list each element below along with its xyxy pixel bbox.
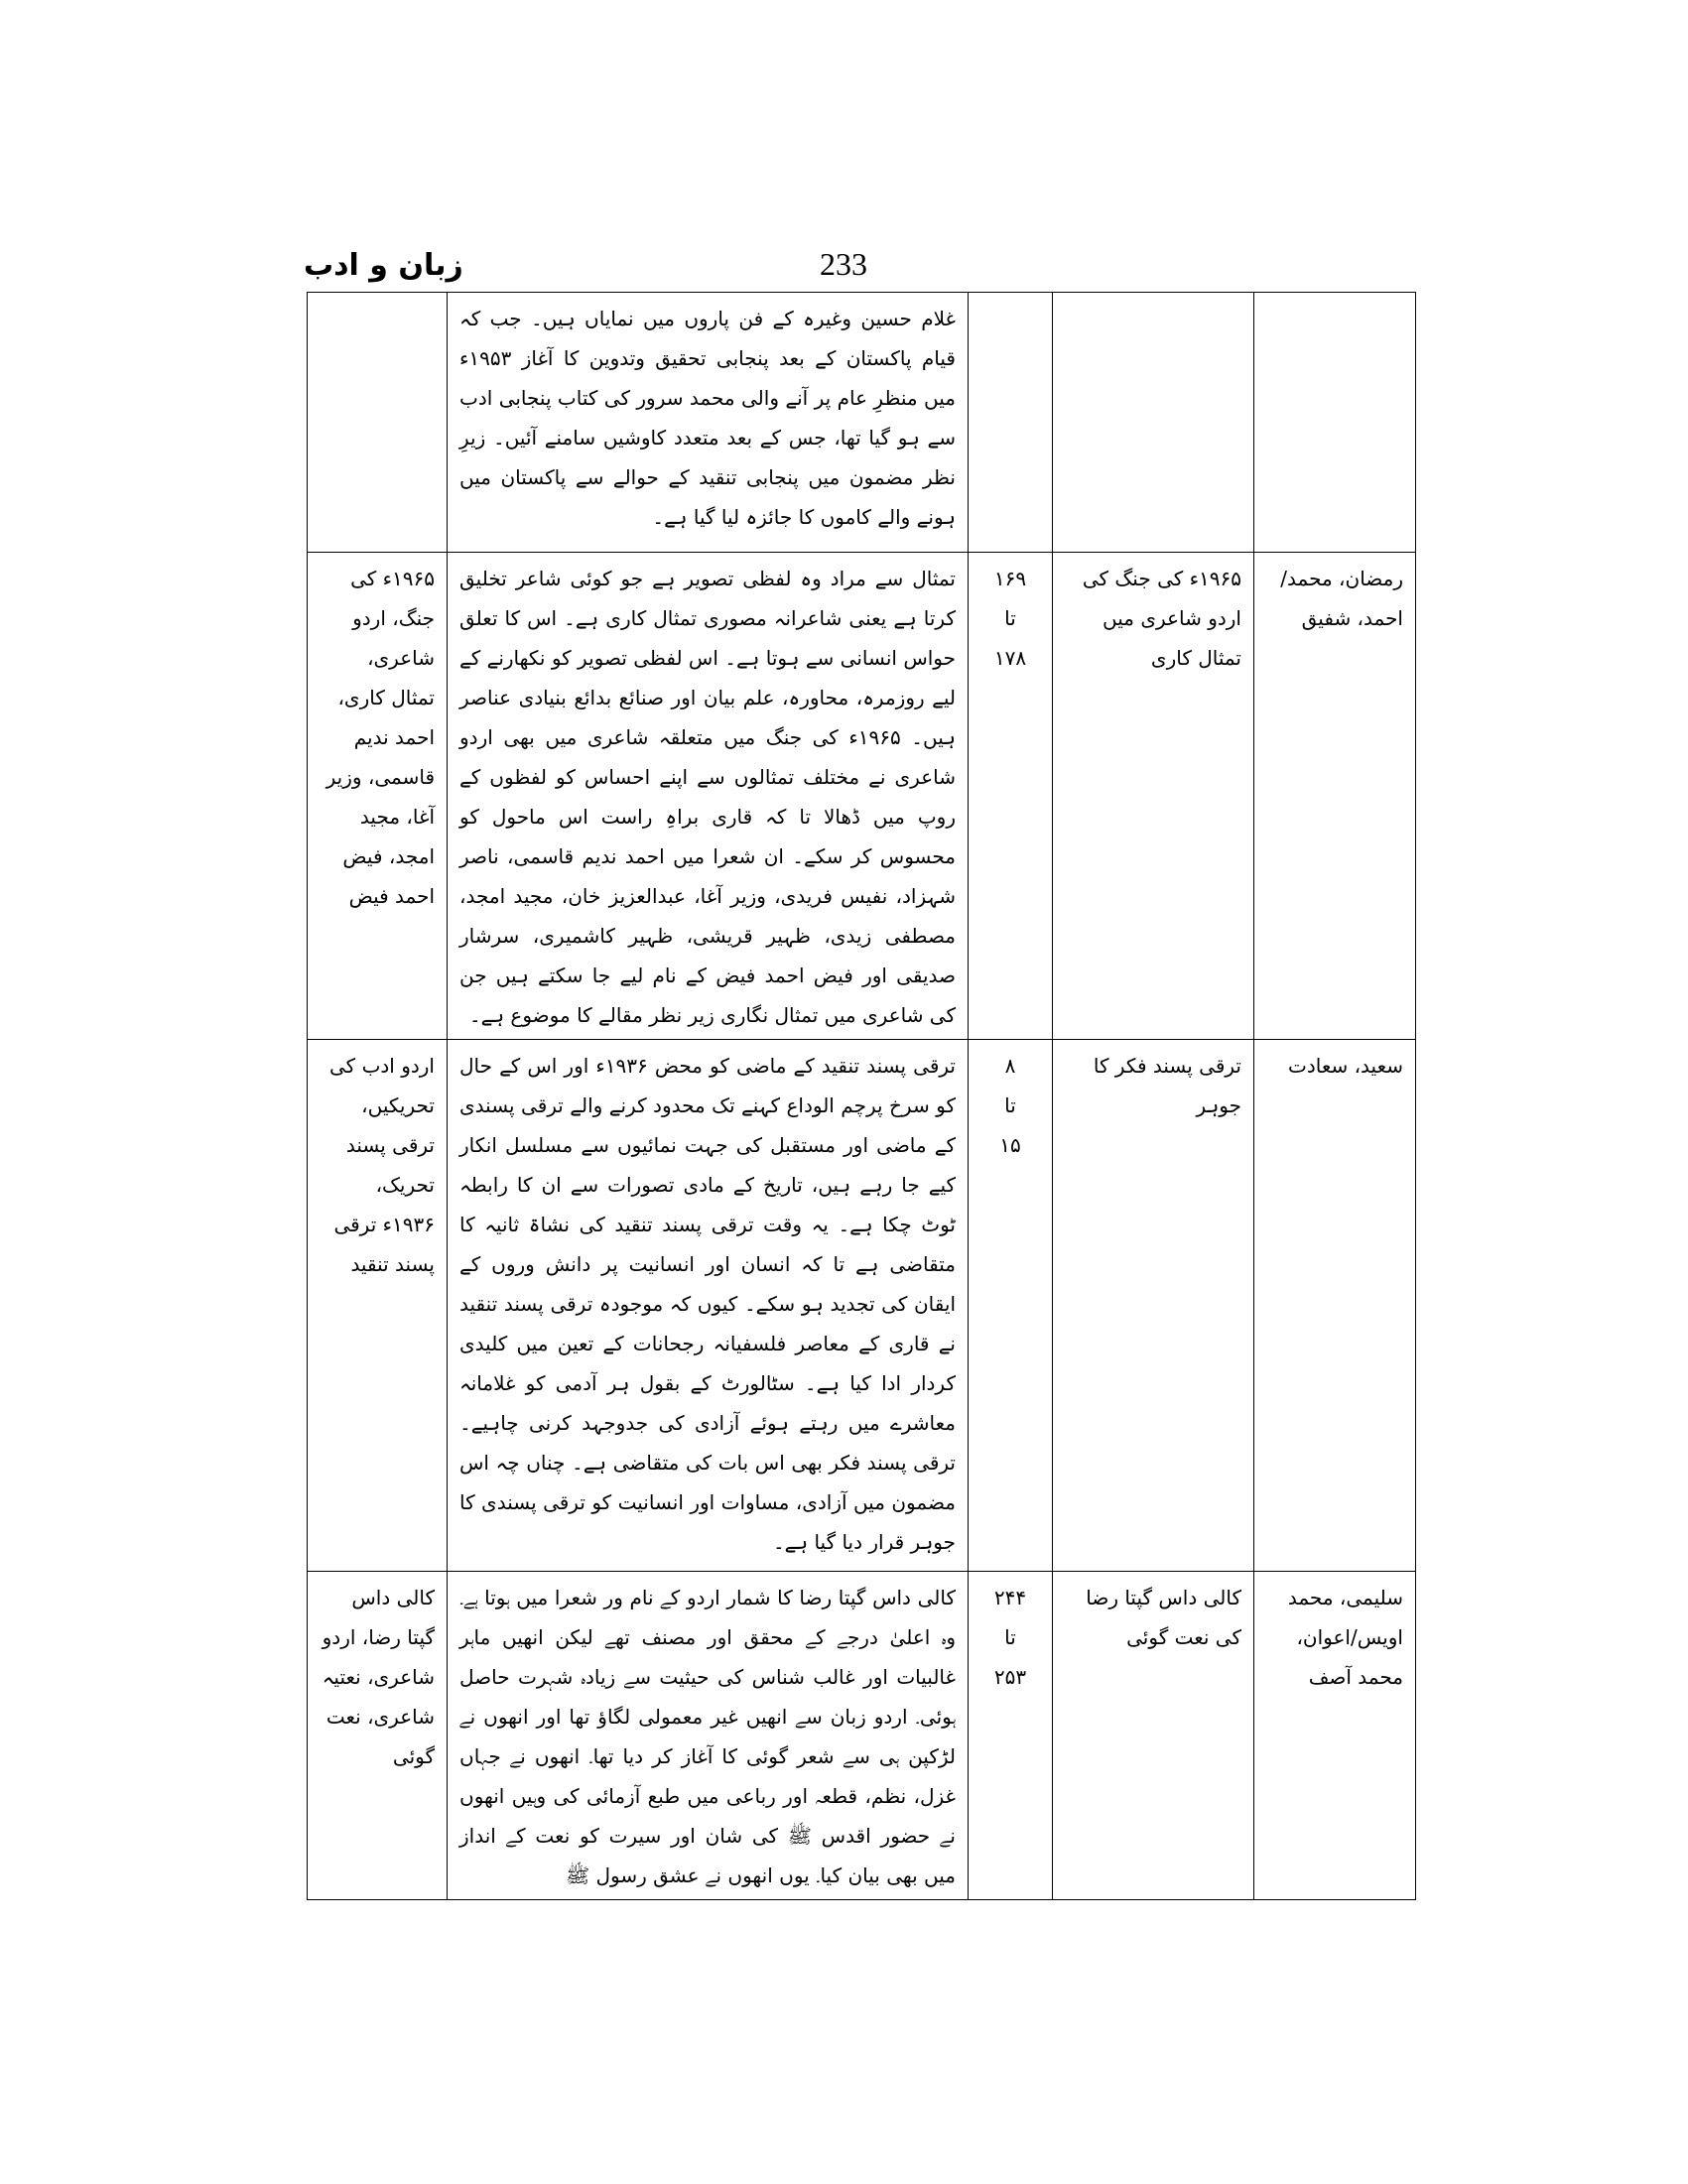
article-index-table [307,292,1416,1900]
title-cell: ترقی پسند فکر کا جوہر [1053,1040,1254,1572]
page-to: ۲۵۳ [993,1665,1027,1689]
pages-cell [969,553,1053,1040]
abstract-cell: غلام حسین وغیرہ کے فن پاروں میں نمایاں ہیں۔ جب کہ قیام پاکستان کے بعد پنجابی تحقیق وتدوین کا آغاز ۱۹۵۳ء میں منظرِ عام پر آنے والی محمد سرور کی کتاب پنجابی ادب سے ہو گیا تھا، جس کے بعد متعدد کاوشیں سامنے آئیں۔ زیرِ نظر مضمون میں پنجابی تنقید کے حوالے سے پاکستان میں ہونے والے کاموں کا جائزہ لیا گیا ہے۔ [448,293,969,553]
title-cell [1053,293,1254,553]
page-from: ۱۶۹ [993,567,1027,590]
page-to: ۱۷۸ [993,646,1027,670]
page-to-word: تا [1004,606,1016,630]
page-from: ۲۴۴ [993,1586,1027,1609]
keywords-cell [308,293,448,553]
pages-cell [969,1572,1053,1900]
table-row [308,293,1416,553]
pages-cell [969,1040,1053,1572]
page-to-word: تا [1004,1625,1016,1649]
page-from: ۸ [1004,1054,1016,1078]
page-to-word: تا [1004,1093,1016,1117]
keywords-cell: ۱۹۶۵ء کی جنگ، اردو شاعری، تمثال کاری، احمد ندیم قاسمی، وزیر آغا، مجید امجد، فیض احمد فیض [308,553,448,1040]
journal-title: زبان و ادب [304,248,463,283]
author-cell: سعید، سعادت [1254,1040,1416,1572]
pages-cell [969,293,1053,553]
title-cell: کالی داس گپتا رضا کی نعت گوئی [1053,1572,1254,1900]
table-row [308,1572,1416,1900]
author-cell [1254,293,1416,553]
abstract-cell: تمثال سے مراد وہ لفظی تصویر ہے جو کوئی شاعر تخلیق کرتا ہے یعنی شاعرانہ مصوری تمثال کاری ہے۔ اس کا تعلق حواس انسانی سے ہوتا ہے۔ اس لفظی تصویر کو نکھارنے کے لیے روزمرہ، محاورہ، علم بیان اور صنائع بدائع بنیادی عناصر ہیں۔ ۱۹۶۵ء کی جنگ میں متعلقہ شاعری میں بھی اردو شاعری نے مختلف تمثالوں سے اپنے احساس کو لفظوں کے روپ میں ڈھالا تا کہ قاری براہِ راست اس ماحول کو محسوس کر سکے۔ ان شعرا میں احمد ندیم قاسمی، ناصر شہزاد، نفیس فریدی، وزیر آغا، عبدالعزیز خان، مجید امجد، مصطفی زیدی، ظہیر قریشی، ظہیر کاشمیری، سرشار صدیقی اور فیض احمد فیض کے نام لیے جا سکتے ہیں جن کی شاعری میں تمثال نگاری زیر نظر مقالے کا موضوع ہے۔ [448,553,969,1040]
title-cell: ۱۹۶۵ء کی جنگ کی اردو شاعری میں تمثال کاری [1053,553,1254,1040]
abstract-cell: کالی داس گپتا رضا کا شمار اردو کے نام ور شعرا میں ہوتا ہے۔ وہ اعلیٰ درجے کے محقق اور مصنف تھے لیکن انھیں ماہر غالبیات اور غالب شناس کی حیثیت سے زیادہ شہرت حاصل ہوئی۔ اردو زبان سے انھیں غیر معمولی لگاؤ تھا اور انھوں نے لڑکپن ہی سے شعر گوئی کا آغاز کر دیا تھا۔ انھوں نے جہاں غزل، نظم، قطعہ اور رباعی میں طبع آزمائی کی وہیں انھوں نے حضور اقدس ﷺ کی شان اور سیرت کو نعت کے انداز میں بھی بیان کیا۔ یوں انھوں نے عشق رسول ﷺ [448,1572,969,1900]
author-cell: رمضان، محمد/ احمد، شفیق [1254,553,1416,1040]
page-to: ۱۵ [999,1133,1021,1157]
abstract-cell: ترقی پسند تنقید کے ماضی کو محض ۱۹۳۶ء اور اس کے حال کو سرخ پرچم الوداع کہنے تک محدود کرنے والے ترقی پسندی کے ماضی اور مستقبل کی جہت نمائیوں سے مسلسل انکار کیے جا رہے ہیں، تاریخ کے مادی تصورات سے ان کا رابطہ ٹوٹ چکا ہے۔ یہ وقت ترقی پسند تنقید کی نشاۃ ثانیہ کا متقاضی ہے تا کہ انسان اور انسانیت پر دانش وروں کے ایقان کی تجدید ہو سکے۔ کیوں کہ موجودہ ترقی پسند تنقید نے قاری کے معاصر فلسفیانہ رجحانات کے تعین میں کلیدی کردار ادا کیا ہے۔ سٹالورٹ کے بقول ہر آدمی کو غلامانہ معاشرے میں رہتے ہوئے آزادی کی جدوجہد کرنی چاہیے۔ ترقی پسند فکر بھی اس بات کی متقاضی ہے۔ چناں چہ اس مضمون میں آزادی، مساوات اور انسانیت کو ترقی پسندی کا جوہر قرار دیا گیا ہے۔ [448,1040,969,1572]
keywords-cell: کالی داس گپتا رضا، اردو شاعری، نعتیہ شاعری، نعت گوئی [308,1572,448,1900]
table-row [308,553,1416,1040]
author-cell: سلیمی، محمد اویس/اعوان، محمد آصف [1254,1572,1416,1900]
keywords-cell: اردو ادب کی تحریکیں، ترقی پسند تحریک، ۱۹۳۶ء ترقی پسند تنقید [308,1040,448,1572]
table-row [308,1040,1416,1572]
page-number: 233 [820,246,867,282]
